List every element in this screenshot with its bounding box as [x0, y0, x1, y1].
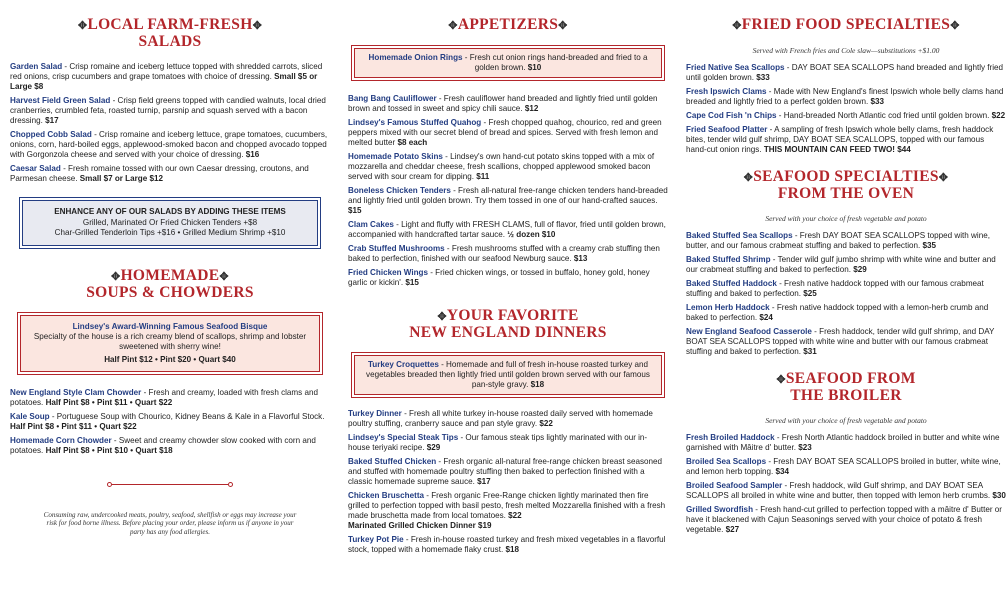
ornament-icon: ✥ — [776, 374, 786, 386]
broiler-list — [686, 433, 1006, 535]
dinners-title: ✥YOUR FAVORITE NEW ENGLAND DINNERS — [409, 307, 607, 341]
menu-item: Homemade Corn Chowder - Sweet and creamy chowder slow cooked with corn and potatoes. Half Pint $8 • Pint $10 • Quart $18 — [10, 435, 316, 455]
fried-note: Served with French fries and Cole slaw—substitutions +$1.00 — [752, 46, 940, 55]
menu-item: Chicken Bruschetta - Fresh organic Free-Range chicken lightly marinated then fire grilled to perfection topped with basil pesto, fresh melted Mozzarella finished with a fresh made bruschetta made from local tomatoes. $22 Marinated Grilled Chicken Dinner $19 — [348, 491, 666, 530]
bisque-desc: Specialty of the house is a rich creamy blend of scallops, shrimp and lobster sweetened with sherry wine! — [33, 331, 307, 351]
soups-title: ✥HOMEMADE✥ SOUPS & CHOWDERS — [86, 266, 254, 301]
ornament-icon: ✥ — [448, 20, 458, 32]
menu-item: Kale Soup - Portuguese Soup with Chourico, Kidney Beans & Kale in a Flavorful Stock. Half Pint $8 • Pint $11 • Quart $22 — [10, 411, 325, 431]
menu-item: Turkey Dinner - Fresh all white turkey in-house roasted daily served with homemade poultry stuffing, cranberry sauce and pan style gravy. $22 — [348, 409, 653, 428]
bisque-box — [20, 315, 320, 372]
ornament-icon: ✥ — [437, 311, 447, 323]
menu-item: Cape Cod Fish 'n Chips - Hand-breaded North Atlantic cod fried until golden brown. $22 — [686, 111, 1006, 120]
menu-item: Clam Cakes - Light and fluffy with FRESH CLAMS, full of flavor, fried until golden brown, accompanied with handcrafted tartar sauce. ½ dozen $10 — [348, 220, 666, 239]
menu-item: Fried Native Sea Scallops - DAY BOAT SEA SCALLOPS hand breaded and lightly fried until golden brown. $33 — [686, 63, 1004, 82]
menu-item: Fried Seafood Platter - A sampling of fresh Ipswich whole belly clams, fresh haddock bites, tender wild gulf shrimp, DAY BOAT SEA SCALLOPS, topped with our famous hand-cut onion rings. THIS MOUNTAIN CAN FEED TWO! $44 — [686, 125, 994, 154]
menu-item: Baked Stuffed Chicken - Fresh organic all-natural free-range chicken breast seasoned and stuffed with homemade poultry stuffing then baked to perfection finished with a classic homemade supreme sauce. $17 — [348, 457, 662, 486]
ornament-icon: ✥ — [558, 20, 568, 32]
menu-item: Fresh Ipswich Clams - Made with New England's finest Ipswich whole belly clams hand breaded and lightly fried to a perfect golden brown. $33 — [686, 87, 1004, 106]
menu-item: Boneless Chicken Tenders - Fresh all-natural free-range chicken tenders hand-breaded and lightly fried until golden brown. Try them tossed in one of our hand-crafted sauces. $15 — [348, 186, 668, 215]
menu-item: Bang Bang Cauliflower - Fresh cauliflower hand breaded and lightly fried until golden brown and tossed in sweet and spicy chili sauce. $12 — [348, 94, 658, 113]
menu-item: New England Style Clam Chowder - Fresh and creamy, loaded with fresh clams and potatoes. Half Pint $8 • Pint $11 • Quart $22 — [10, 387, 318, 407]
appetizers-title: ✥APPETIZERS✥ — [448, 16, 568, 33]
menu-item: New England Seafood Casserole - Fresh haddock, tender wild gulf shrimp, and DAY BOAT SEA SCALLOPS topped with white wine and butter with our famous crabmeat stuffing and baked to perfection. $31 — [686, 327, 995, 356]
ornament-icon: ✥ — [111, 270, 121, 283]
ornament-icon: ✥ — [743, 172, 754, 184]
ornament-icon: ✥ — [950, 20, 960, 32]
fried-list — [686, 63, 1006, 155]
appetizers-list — [348, 94, 668, 288]
menu-item: Grilled Swordfish - Fresh hand-cut grilled to perfection topped with a mâitre d' Butter or have it blackened with Cajun Seasonings served with your choice of potato & fresh vegetable. $27 — [686, 505, 1002, 534]
menu-item: Garden Salad - Crisp romaine and iceberg lettuce topped with shredded carrots, sliced red onions, crisp cucumbers and grape tomatoes with choice of dressing. Small $5 or Large $8 — [10, 62, 323, 91]
menu-item: Harvest Field Green Salad - Crisp field greens topped with candied walnuts, local dried cranberries, crumbled feta, roasted turnip, parsnip and squash served with a bacon dressing. $17 — [10, 96, 326, 125]
menu-item: Lindsey's Special Steak Tips - Our famous steak tips lightly marinated with our in-house teriyaki recipe. $29 — [348, 433, 648, 452]
menu-item: Crab Stuffed Mushrooms - Fresh mushrooms stuffed with a creamy crab stuffing then baked to perfection, finished with our seafood Newburg sauce. $13 — [348, 244, 660, 263]
salads-list — [10, 62, 330, 184]
column-appetizers-dinners — [348, 0, 668, 612]
menu-item: Turkey Pot Pie - Fresh in-house roasted turkey and fresh mixed vegetables in a flavorful stock, topped with a homemade flaky crust. $18 — [348, 535, 666, 554]
menu-item: Baked Stuffed Shrimp - Tender wild gulf jumbo shrimp with white wine and butter and our crabmeat stuffing and baked to perfection. $29 — [686, 255, 996, 274]
menu-item: Baked Stuffed Sea Scallops - Fresh DAY BOAT SEA SCALLOPS topped with wine, butter, and our famous crabmeat stuffing and baked to perfection. $35 — [686, 231, 990, 250]
menu-item: Lindsey's Famous Stuffed Quahog - Fresh chopped quahog, chourico, red and green peppers mixed with our secret blend of bread and spices. Served with fresh lemon and melted butter $8 each — [348, 118, 662, 147]
menu-item: Caesar Salad - Fresh romaine tossed with our own Caesar dressing, croutons, and Parmesan cheese. Small $7 or Large $12 — [10, 164, 309, 183]
column-seafood — [686, 0, 1006, 612]
divider — [10, 482, 330, 487]
salads-title: ✥LOCAL FARM-FRESH✥ SALADS — [77, 16, 263, 50]
onion-rings-box: Homemade Onion Rings - Fresh cut onion rings hand-breaded and fried to a golden brown. $10 — [354, 48, 662, 78]
menu-item: Homemade Potato Skins - Lindsey's own hand-cut potato skins topped with a mix of mozzarella and cheddar cheese, fresh scallions, chopped applewood smoked bacon served with sour cream for dipping. $11 — [348, 152, 655, 181]
dinners-list — [348, 409, 668, 555]
column-salads-soups — [10, 0, 330, 612]
allergy-disclaimer: Consuming raw, undercooked meats, poultry, seafood, shellfish or eggs may increase your risk for food borne illness. Before placing your order, please inform us if anyone in your party has any food allergies. — [43, 510, 297, 537]
bisque-name: Lindsey's Award-Winning Famous Seafood Bisque — [72, 321, 268, 331]
menu-item: Fried Chicken Wings - Fried chicken wings, or tossed in buffalo, honey gold, honey garlic or kickin'. $15 — [348, 268, 650, 287]
salad-enhance-box — [22, 200, 318, 246]
oven-note: Served with your choice of fresh vegetable and potato — [765, 214, 927, 223]
enhance-line: Grilled, Marinated Or Fried Chicken Tenders +$8 — [82, 217, 258, 227]
menu-item: Chopped Cobb Salad - Crisp romaine and iceberg lettuce, grape tomatoes, cucumbers, onions, corn, hard-boiled eggs, applewood-smoked bacon and chopped avocado topped with Gorgonzola cheese and served with your choice of dressing. $16 — [10, 130, 328, 159]
soups-list — [10, 388, 330, 456]
ornament-icon: ✥ — [252, 20, 263, 32]
broiler-note: Served with your choice of fresh vegetable and potato — [765, 416, 927, 425]
ornament-icon: ✥ — [77, 20, 88, 32]
oven-title: ✥SEAFOOD SPECIALTIES✥ FROM THE OVEN — [743, 168, 949, 202]
menu-item: Broiled Sea Scallops - Fresh DAY BOAT SEA SCALLOPS broiled in butter, white wine, and lemon herb topping. $34 — [686, 457, 1001, 476]
ornament-icon: ✥ — [938, 172, 949, 184]
bisque-price: Half Pint $12 • Pint $20 • Quart $40 — [104, 354, 236, 364]
menu-item: Broiled Seafood Sampler - Fresh haddock, wild Gulf shrimp, and DAY BOAT SEA SCALLOPS all broiled in white wine and butter, then topped with lemon herb crumbs. $30 — [686, 481, 1006, 500]
menu-item: Baked Stuffed Haddock - Fresh native haddock topped with our famous crabmeat stuffing and baked to perfection. $25 — [686, 279, 984, 298]
ornament-icon: ✥ — [219, 270, 229, 283]
fried-title: ✥FRIED FOOD SPECIALTIES✥ — [732, 16, 960, 33]
menu-item: Lemon Herb Haddock - Fresh native haddock topped with a lemon-herb crumb and baked to perfection. $24 — [686, 303, 989, 322]
ornament-icon: ✥ — [732, 20, 742, 32]
enhance-title: ENHANCE ANY OF OUR SALADS BY ADDING THESE ITEMS — [54, 207, 286, 216]
menu-item: Fresh Broiled Haddock - Fresh North Atlantic haddock broiled in butter and white wine garnished with Mâitre d' butter. $23 — [686, 433, 1000, 452]
enhance-line: Char-Grilled Tenderloin Tips +$16 • Grilled Medium Shrimp +$10 — [54, 228, 286, 237]
turkey-croquettes-box: Turkey Croquettes - Homemade and full of fresh in-house roasted turkey and vegetables breaded then lightly fried until golden brown served with our famous pan-style gravy. $18 — [354, 355, 662, 395]
broiler-title: ✥SEAFOOD FROM THE BROILER — [776, 370, 916, 404]
oven-list — [686, 231, 1006, 357]
